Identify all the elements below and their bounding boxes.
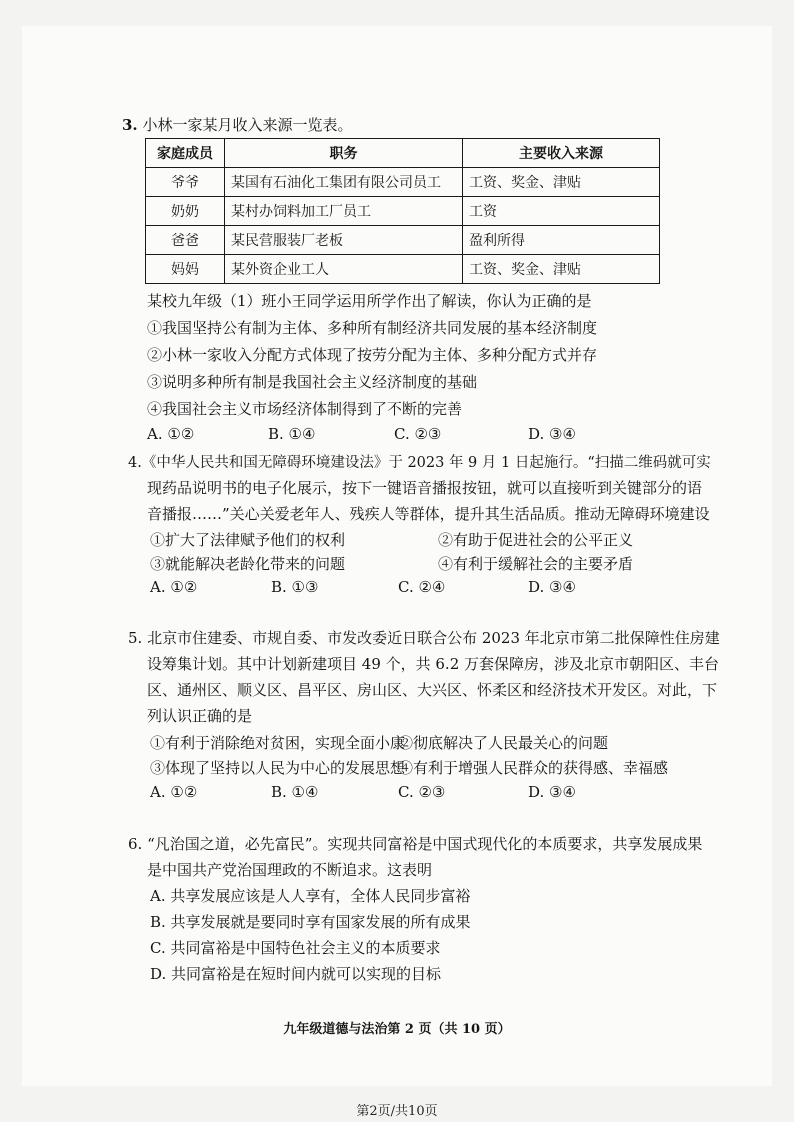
q5-item: ④有利于增强人民群众的获得感、幸福感 xyxy=(398,759,669,777)
q3-stem-text: 小林一家某月收入来源一览表。 xyxy=(142,116,353,134)
q5-option-a: A. ①② xyxy=(150,783,198,801)
table-cell: 奶奶 xyxy=(146,197,225,226)
q3-number: 3. xyxy=(122,116,138,134)
table-row xyxy=(146,197,660,226)
q6-option-b: B. 共享发展就是要同时享有国家发展的所有成果 xyxy=(150,913,471,931)
table-header: 职务 xyxy=(225,139,463,168)
q6-line: 是中国共产党治国理政的不断追求。这表明 xyxy=(147,861,433,879)
table-row xyxy=(146,255,660,284)
exam-footer: 九年级道德与法治第 2 页（共 10 页） xyxy=(283,1022,511,1037)
q5-option-d: D. ③④ xyxy=(528,783,576,801)
q4-option-b: B. ①③ xyxy=(271,578,319,596)
table-cell: 工资 xyxy=(463,197,660,226)
table-cell: 工资、奖金、津贴 xyxy=(463,168,660,197)
q6-line: 6. “凡治国之道，必先富民”。实现共同富裕是中国式现代化的本质要求，共享发展成果 xyxy=(128,835,703,853)
q5-item: ②彻底解决了人民最关心的问题 xyxy=(398,734,609,752)
q3-stem xyxy=(122,112,352,139)
q5-option-b: B. ①④ xyxy=(271,783,319,801)
table-header: 主要收入来源 xyxy=(463,139,660,168)
q3-item: ②小林一家收入分配方式体现了按劳分配为主体、多种分配方式并存 xyxy=(147,346,598,364)
q6-option-a: A. 共享发展应该是人人享有，全体人民同步富裕 xyxy=(150,887,471,905)
table-cell: 妈妈 xyxy=(146,255,225,284)
table-header: 家庭成员 xyxy=(146,139,225,168)
income-table xyxy=(145,138,660,284)
q3-item: ③说明多种所有制是我国社会主义经济制度的基础 xyxy=(147,373,478,391)
q4-line: 4.《中华人民共和国无障碍环境建设法》于 2023 年 9 月 1 日起施行。“扫描二维码就可实 xyxy=(128,455,711,471)
q5-item: ③体现了坚持以人民为中心的发展思想 xyxy=(150,759,406,777)
table-cell: 某村办饲料加工厂员工 xyxy=(225,197,463,226)
q5-item: ①有利于消除绝对贫困，实现全面小康 xyxy=(150,734,406,752)
q4-item: ④有利于缓解社会的主要矛盾 xyxy=(438,555,634,573)
q4-option-c: C. ②④ xyxy=(398,578,446,596)
q3-item: ④我国社会主义市场经济体制得到了不断的完善 xyxy=(147,400,463,418)
table-cell: 某外资企业工人 xyxy=(225,255,463,284)
page-number: 第2页/共10页 xyxy=(356,1104,438,1119)
table-row xyxy=(146,168,660,197)
q4-option-a: A. ①② xyxy=(150,578,198,596)
table-cell: 工资、奖金、津贴 xyxy=(463,255,660,284)
q4-item: ③就能解决老龄化带来的问题 xyxy=(150,555,346,573)
table-cell: 某国有石油化工集团有限公司员工 xyxy=(225,168,463,197)
q5-line: 区、通州区、顺义区、昌平区、房山区、大兴区、怀柔区和经济技术开发区。对此，下 xyxy=(147,681,718,699)
q3-option-d: D. ③④ xyxy=(528,425,576,443)
q6-option-c: C. 共同富裕是中国特色社会主义的本质要求 xyxy=(150,939,441,957)
q3-question: 某校九年级（1）班小王同学运用所学作出了解读，你认为正确的是 xyxy=(147,292,592,310)
table-cell: 某民营服装厂老板 xyxy=(225,226,463,255)
q4-line: 现药品说明书的电子化展示，按下一键语音播报按钮，就可以直接听到关键部分的语 xyxy=(147,479,703,497)
q3-option-b: B. ①④ xyxy=(268,425,316,443)
table-cell: 爸爸 xyxy=(146,226,225,255)
q3-item: ①我国坚持公有制为主体、多种所有制经济共同发展的基本经济制度 xyxy=(147,319,598,337)
table-cell: 爷爷 xyxy=(146,168,225,197)
q3-option-a: A. ①② xyxy=(147,425,195,443)
q6-option-d: D. 共同富裕是在短时间内就可以实现的目标 xyxy=(150,965,442,983)
q4-option-d: D. ③④ xyxy=(528,578,576,596)
table-row xyxy=(146,226,660,255)
table-cell: 盈利所得 xyxy=(463,226,660,255)
q5-line: 设筹集计划。其中计划新建项目 49 个，共 6.2 万套保障房，涉及北京市朝阳区、丰台 xyxy=(147,655,720,673)
q3-option-c: C. ②③ xyxy=(394,425,442,443)
q4-line: 音播报……”关心关爱老年人、残疾人等群体，提升其生活品质。推动无障碍环境建设 xyxy=(147,505,710,523)
q5-line: 5. 北京市住建委、市规自委、市发改委近日联合公布 2023 年北京市第二批保障性住房建 xyxy=(128,629,720,647)
table-header-row xyxy=(146,139,660,168)
q4-item: ①扩大了法律赋予他们的权利 xyxy=(150,531,346,549)
q4-item: ②有助于促进社会的公平正义 xyxy=(438,531,634,549)
q5-line: 列认识正确的是 xyxy=(147,707,253,725)
q5-option-c: C. ②③ xyxy=(398,783,446,801)
